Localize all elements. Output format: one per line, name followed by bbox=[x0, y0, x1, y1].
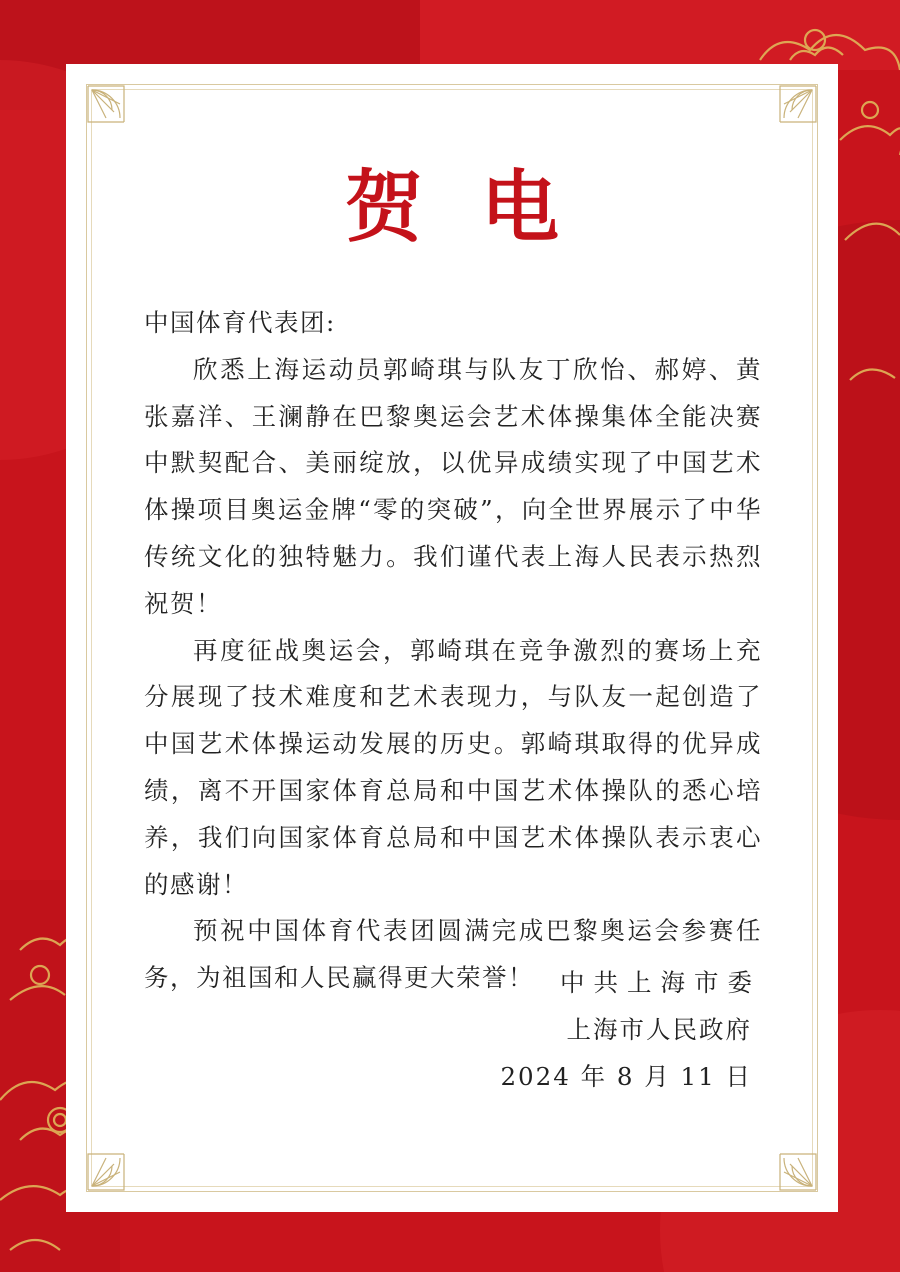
paragraph-2: 再度征战奥运会，郭崎琪在竞争激烈的赛场上充分展现了技术难度和艺术表现力，与队友一起创造了中国艺术体操运动发展的历史。郭崎琪取得的优异成绩，离不开国家体育总局和中国艺术体操队的悉心培养，我们向国家体育总局和中国艺术体操队表示衷心的感谢！ bbox=[144, 635, 762, 899]
signature-party-committee: 中共上海市委 bbox=[560, 968, 761, 997]
fan-corner-icon bbox=[84, 1150, 128, 1194]
signature-government: 上海市人民政府 bbox=[566, 1014, 752, 1044]
signature-block bbox=[500, 960, 761, 1100]
salutation: 中国体育代表团: bbox=[144, 308, 336, 337]
fan-corner-icon bbox=[776, 1150, 820, 1194]
letter-title: 贺电 bbox=[344, 162, 617, 253]
letter-body bbox=[144, 300, 762, 1002]
fan-corner-icon bbox=[84, 82, 128, 126]
paragraph-3: 预祝中国体育代表团圆满完成巴黎奥运会参赛任务，为祖国和人民赢得更大荣誉！ bbox=[144, 916, 762, 993]
fan-corner-icon bbox=[776, 82, 820, 126]
paragraph-1: 欣悉上海运动员郭崎琪与队友丁欣怡、郝婷、黄张嘉洋、王澜静在巴黎奥运会艺术体操集体全能决赛中默契配合、美丽绽放，以优异成绩实现了中国艺术体操项目奥运金牌“零的突破”，向全世界展示了中华传统文化的独特魅力。我们谨代表上海人民表示热烈祝贺！ bbox=[144, 354, 762, 618]
letter-date: 2024 年 8 月 11 日 bbox=[500, 1061, 752, 1091]
letter-paper bbox=[66, 64, 838, 1212]
